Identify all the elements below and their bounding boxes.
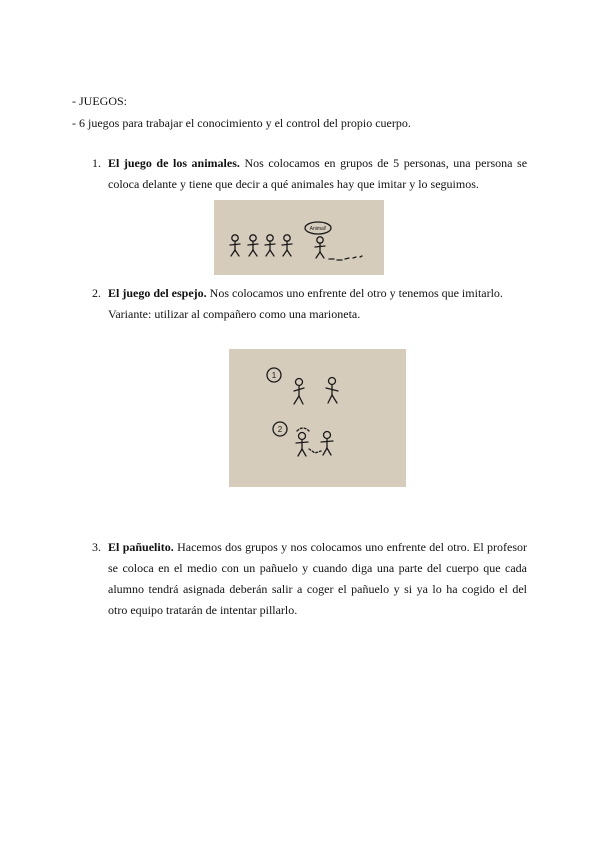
item-text: Nos colocamos uno enfrente del otro y tenemos que imitarlo. <box>209 286 503 300</box>
mirror-game-photo <box>229 349 406 487</box>
stick-figure-icon <box>296 433 308 457</box>
stick-figure-icon <box>265 235 275 256</box>
item-text-line: coloca delante y tiene que decir a qué animales hay que imitar y lo seguimos. <box>108 177 479 191</box>
stick-figure-icon <box>326 378 338 404</box>
item-title: El pañuelito. <box>108 540 174 554</box>
stick-figure-icon <box>248 235 258 256</box>
section-heading: - JUEGOS: <box>72 94 128 108</box>
stick-figure-icon <box>315 237 325 258</box>
item-text-line <box>108 283 503 304</box>
item-text-line <box>108 537 527 558</box>
item-text-line: se coloca en el medio con un pañuelo y cuando diga una parte del cuerpo que cada <box>108 561 527 575</box>
mirror-game-drawing <box>229 349 406 487</box>
animals-game-drawing <box>214 200 384 275</box>
item-number: 3. <box>92 540 101 554</box>
item-title: El juego del espejo. <box>108 286 207 300</box>
figure-label: 1 <box>271 371 277 380</box>
speech-bubble-text: Animal! <box>309 226 327 232</box>
item-text-line: alumno tendrá asignada deberán salir a coger el pañuelo y si ya lo ha cogido el del <box>108 582 527 596</box>
stick-figure-icon <box>230 235 240 256</box>
item-text: Hacemos dos grupos y nos colocamos uno enfrente del otro. El profesor <box>177 540 528 554</box>
figure-label: 2 <box>277 425 283 434</box>
section-subtitle: - 6 juegos para trabajar el conocimiento y el control del propio cuerpo. <box>72 116 411 130</box>
item-number: 1. <box>92 156 101 170</box>
stick-figure-icon <box>321 432 333 456</box>
item-text: Nos colocamos en grupos de 5 personas, una persona se <box>244 156 528 170</box>
item-text-line: otro equipo tratarán de intentar pillarlo. <box>108 603 298 617</box>
stick-figures-photo <box>214 200 384 275</box>
item-text-line <box>108 153 527 174</box>
stick-figure-icon <box>282 235 292 256</box>
item-number: 2. <box>92 286 101 300</box>
stick-figure-icon <box>294 379 304 405</box>
item-text-line: Variante: utilizar al compañero como una marioneta. <box>108 307 361 321</box>
item-title: El juego de los animales. <box>108 156 240 170</box>
